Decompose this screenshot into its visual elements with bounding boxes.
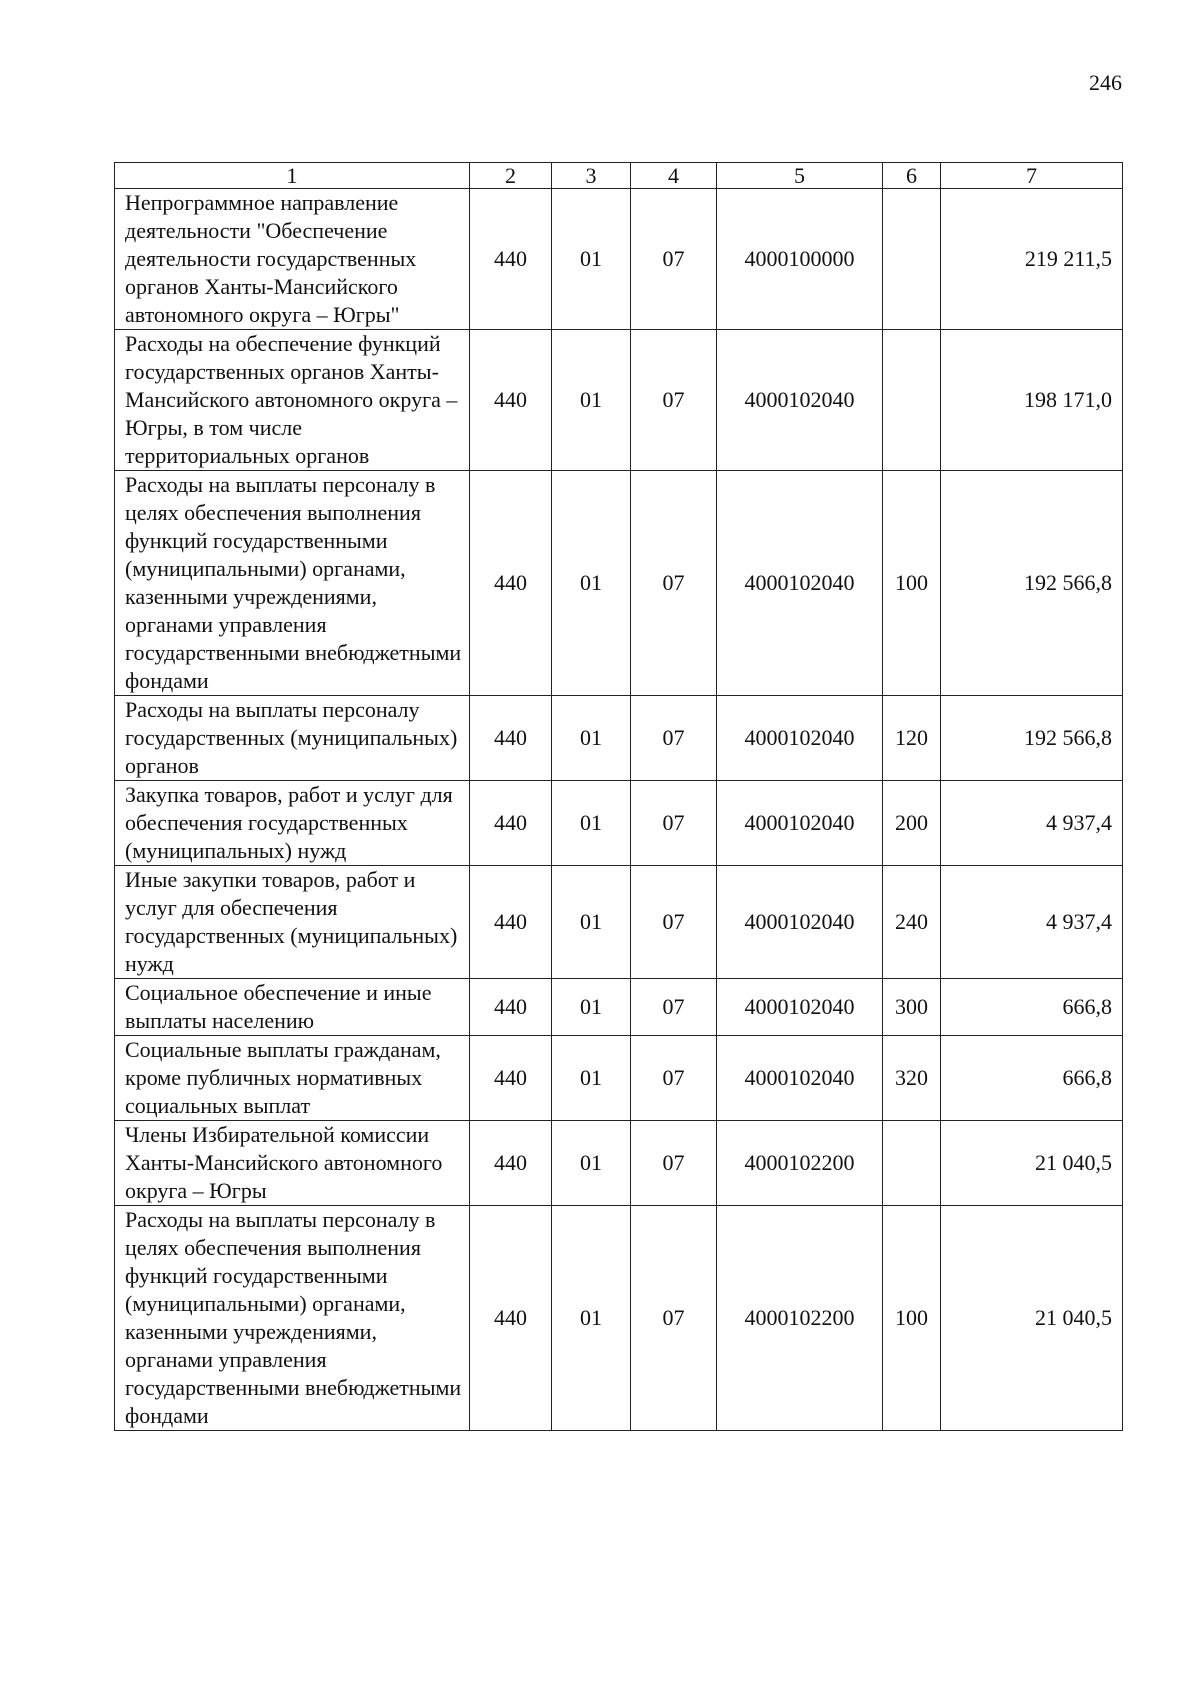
row-col-4-code: 07 [631, 330, 717, 471]
row-col-3-code: 01 [552, 189, 631, 330]
column-number-4: 4 [631, 163, 717, 189]
row-col-2-code: 440 [470, 866, 552, 979]
column-number-7: 7 [941, 163, 1123, 189]
row-description: Социальное обеспечение и иные выплаты населению [115, 979, 470, 1036]
row-description: Члены Избирательной комиссии Ханты-Мансийского автономного округа – Югры [115, 1121, 470, 1206]
row-col-3-code: 01 [552, 1036, 631, 1121]
row-amount: 4 937,4 [941, 866, 1123, 979]
column-number-row [115, 163, 1123, 189]
table-row [115, 979, 1123, 1036]
row-col-4-code: 07 [631, 696, 717, 781]
table-row [115, 781, 1123, 866]
row-col-4-code: 07 [631, 866, 717, 979]
table-row [115, 866, 1123, 979]
row-col-6-code [883, 1121, 941, 1206]
row-col-3-code: 01 [552, 1206, 631, 1431]
row-col-5-code: 4000102040 [717, 979, 883, 1036]
row-col-4-code: 07 [631, 781, 717, 866]
row-col-3-code: 01 [552, 1121, 631, 1206]
row-col-6-code [883, 189, 941, 330]
row-description: Расходы на выплаты персоналу в целях обеспечения выполнения функций государственными (муниципальными) органами, казенными учреждениями, органами управления государственными внебюджетными фондами [115, 1206, 470, 1431]
column-number-2: 2 [470, 163, 552, 189]
row-col-4-code: 07 [631, 1121, 717, 1206]
row-description: Расходы на выплаты персоналу государственных (муниципальных) органов [115, 696, 470, 781]
row-col-6-code: 120 [883, 696, 941, 781]
row-amount: 21 040,5 [941, 1206, 1123, 1431]
row-col-2-code: 440 [470, 189, 552, 330]
row-col-3-code: 01 [552, 696, 631, 781]
row-col-2-code: 440 [470, 1121, 552, 1206]
row-col-6-code: 100 [883, 471, 941, 696]
row-amount: 666,8 [941, 1036, 1123, 1121]
row-description: Расходы на выплаты персоналу в целях обеспечения выполнения функций государственными (муниципальными) органами, казенными учреждениями, органами управления государственными внебюджетными фондами [115, 471, 470, 696]
row-col-4-code: 07 [631, 471, 717, 696]
row-description: Закупка товаров, работ и услуг для обеспечения государственных (муниципальных) нужд [115, 781, 470, 866]
column-number-1: 1 [115, 163, 470, 189]
row-amount: 666,8 [941, 979, 1123, 1036]
row-col-3-code: 01 [552, 866, 631, 979]
row-description: Расходы на обеспечение функций государственных органов Ханты-Мансийского автономного округа – Югры, в том числе территориальных органов [115, 330, 470, 471]
row-col-6-code: 240 [883, 866, 941, 979]
row-amount: 192 566,8 [941, 696, 1123, 781]
row-col-3-code: 01 [552, 979, 631, 1036]
row-col-2-code: 440 [470, 330, 552, 471]
row-col-2-code: 440 [470, 781, 552, 866]
column-number-3: 3 [552, 163, 631, 189]
row-col-5-code: 4000102040 [717, 696, 883, 781]
row-col-2-code: 440 [470, 1206, 552, 1431]
table-row [115, 1206, 1123, 1431]
row-col-3-code: 01 [552, 330, 631, 471]
row-col-5-code: 4000102200 [717, 1121, 883, 1206]
row-col-4-code: 07 [631, 189, 717, 330]
row-col-5-code: 4000102040 [717, 866, 883, 979]
row-col-4-code: 07 [631, 979, 717, 1036]
row-description: Непрограммное направление деятельности "Обеспечение деятельности государственных органов Ханты-Мансийского автономного округа – Югры" [115, 189, 470, 330]
row-col-3-code: 01 [552, 781, 631, 866]
row-col-4-code: 07 [631, 1036, 717, 1121]
row-col-6-code: 300 [883, 979, 941, 1036]
row-col-5-code: 4000102200 [717, 1206, 883, 1431]
row-col-5-code: 4000102040 [717, 330, 883, 471]
table-row [115, 1036, 1123, 1121]
row-amount: 198 171,0 [941, 330, 1123, 471]
row-col-5-code: 4000102040 [717, 781, 883, 866]
row-col-6-code: 200 [883, 781, 941, 866]
row-amount: 21 040,5 [941, 1121, 1123, 1206]
column-number-5: 5 [717, 163, 883, 189]
table-row [115, 1121, 1123, 1206]
row-description: Иные закупки товаров, работ и услуг для обеспечения государственных (муниципальных) нужд [115, 866, 470, 979]
row-amount: 4 937,4 [941, 781, 1123, 866]
row-col-3-code: 01 [552, 471, 631, 696]
row-col-2-code: 440 [470, 471, 552, 696]
column-number-6: 6 [883, 163, 941, 189]
row-col-2-code: 440 [470, 979, 552, 1036]
row-col-6-code: 100 [883, 1206, 941, 1431]
budget-table [114, 162, 1123, 1431]
row-description: Социальные выплаты гражданам, кроме публичных нормативных социальных выплат [115, 1036, 470, 1121]
budget-table-body [115, 163, 1123, 1431]
table-row [115, 696, 1123, 781]
page-number: 246 [1089, 70, 1122, 95]
row-amount: 219 211,5 [941, 189, 1123, 330]
row-amount: 192 566,8 [941, 471, 1123, 696]
row-col-5-code: 4000102040 [717, 471, 883, 696]
row-col-4-code: 07 [631, 1206, 717, 1431]
row-col-5-code: 4000100000 [717, 189, 883, 330]
row-col-5-code: 4000102040 [717, 1036, 883, 1121]
table-row [115, 189, 1123, 330]
row-col-6-code: 320 [883, 1036, 941, 1121]
table-row [115, 471, 1123, 696]
table-row [115, 330, 1123, 471]
row-col-2-code: 440 [470, 696, 552, 781]
row-col-2-code: 440 [470, 1036, 552, 1121]
row-col-6-code [883, 330, 941, 471]
